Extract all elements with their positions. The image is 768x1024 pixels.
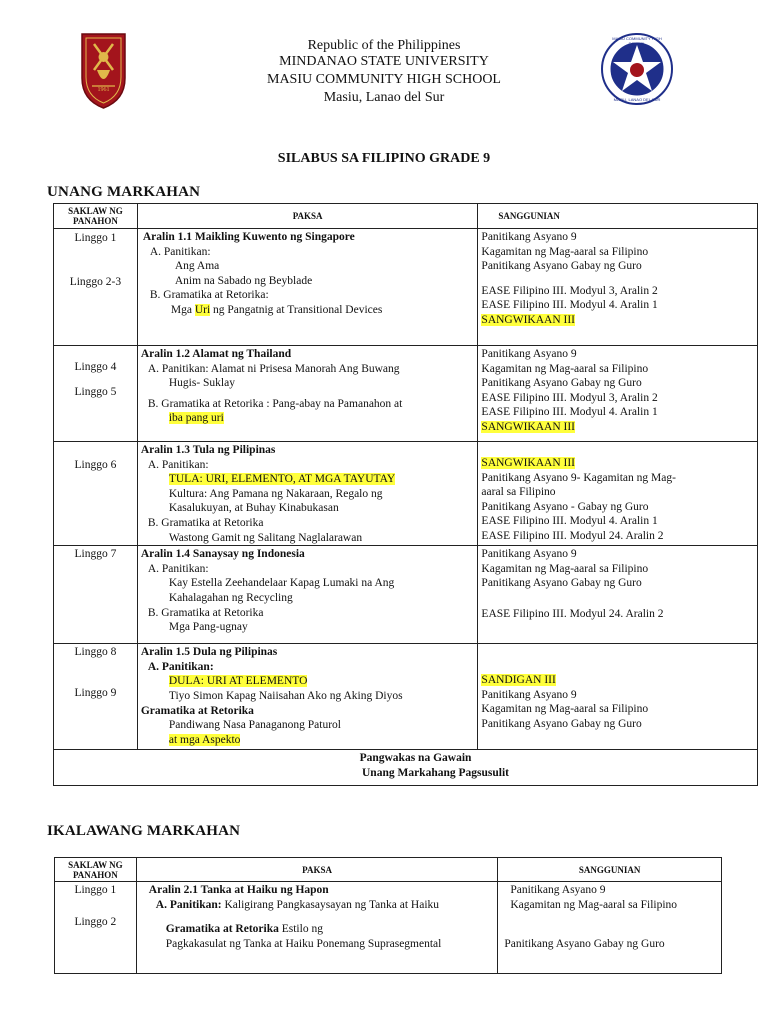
literature-line: A. Panitikan: Kaligirang Pangkasaysayan ng Tanka at Haiku [155, 898, 440, 911]
reference-item: Panitikang Asyano 9 [510, 884, 606, 896]
reference-item: Panitikang Asyano 9 [481, 231, 577, 243]
literature-item: Hugis- Suklay [168, 377, 235, 390]
week-label: Linggo 1 [74, 884, 117, 896]
literature-item: Kultura: Ang Pamana ng Nakaraan, Regalo ng [168, 487, 383, 500]
col-header-period: SAKLAW NG PANAHON [54, 204, 138, 229]
lesson-title: Aralin 1.2 Alamat ng Thailand [140, 348, 292, 360]
grammar-item: iba pang uri [168, 412, 224, 425]
reference-item: EASE Filipino III. Modyul 4. Aralin 1 [481, 299, 658, 312]
reference-item: SANGWIKAAN III [481, 420, 575, 433]
table-header-row [54, 204, 758, 229]
week-label: Linggo 6 [74, 459, 117, 471]
col-header-topic: PAKSA [137, 204, 478, 229]
reference-item: Panitikang Asyano 9 [481, 548, 577, 561]
lesson-title: Aralin 1.4 Sanaysay ng Indonesia [140, 548, 305, 561]
grammar-item: Wastong Gamit ng Salitang Naglalarawan [168, 531, 363, 544]
grammar-line: Gramatika at Retorika Estilo ng [165, 923, 323, 936]
reference-item: Kagamitan ng Mag-aaral sa Filipino [481, 245, 649, 258]
header-university: MINDANAO STATE UNIVERSITY [279, 54, 489, 69]
week-label: Linggo 2-3 [69, 275, 122, 288]
q2-syllabus-table [54, 857, 722, 974]
literature-item: Anim na Sabado ng Beyblade [174, 274, 313, 287]
q2-heading: IKALAWANG MARKAHAN [47, 823, 241, 839]
col-header-period: SAKLAW NG PANAHON [55, 858, 137, 882]
grammar-label: B. Gramatika at Retorika : Pang-abay na Pamanahon at [147, 397, 403, 410]
final-activity: Pangwakas na Gawain [359, 752, 472, 765]
table-row [54, 229, 758, 346]
grammar-label: Gramatika at Retorika [140, 704, 254, 717]
week-label: Linggo 9 [74, 686, 117, 699]
literature-topic: DULA: URI AT ELEMENTO [168, 675, 308, 688]
reference-item: SANGWIKAAN III [481, 457, 575, 469]
lesson-title: Aralin 1.3 Tula ng Pilipinas [140, 444, 276, 456]
reference-item: SANDIGAN III [481, 674, 556, 687]
reference-item: Kagamitan ng Mag-aaral sa Filipino [481, 362, 649, 375]
week-label: Linggo 5 [74, 385, 117, 398]
reference-item: Panitikang Asyano Gabay ng Guro [504, 938, 665, 951]
grammar-item: Mga Pang-ugnay [168, 621, 248, 634]
reference-item: Panitikang Asyano - Gabay ng Guro [481, 500, 649, 513]
reference-item: Kagamitan ng Mag-aaral sa Filipino [481, 562, 649, 575]
literature-item: Kay Estella Zeehandelaar Kapag Lumaki na Ang [168, 577, 395, 590]
document-title: SILABUS SA FILIPINO GRADE 9 [277, 151, 491, 166]
grammar-label: B. Gramatika at Retorika [147, 516, 264, 529]
header-location: Masiu, Lanao del Sur [323, 90, 445, 105]
quarter-exam: Unang Markahang Pagsusulit [362, 766, 509, 779]
literature-item: Kahalagahan ng Recycling [168, 591, 293, 604]
table-row [54, 546, 758, 644]
table-footer-row [54, 750, 758, 786]
week-label: Linggo 7 [74, 548, 117, 561]
week-label: Linggo 4 [74, 361, 117, 373]
reference-item: EASE Filipino III. Modyul 4. Aralin 1 [481, 515, 658, 528]
literature-label: A. Panitikan: [147, 458, 209, 471]
week-label: Linggo 8 [74, 646, 117, 659]
reference-item: Panitikang Asyano 9 [481, 688, 577, 701]
table-row [54, 346, 758, 442]
week-label: Linggo 1 [74, 232, 117, 244]
lesson-title: Aralin 1.1 Maikling Kuwento ng Singapore [142, 231, 355, 243]
week-label: Linggo 2 [74, 915, 117, 928]
literature-item: Kasalukuyan, at Buhay Kinabukasan [168, 502, 339, 515]
reference-item: Kagamitan ng Mag-aaral sa Filipino [481, 703, 649, 716]
header-republic: Republic of the Philippines [307, 38, 461, 53]
reference-item: Kagamitan ng Mag-aaral sa Filipino [510, 898, 678, 911]
table-row [54, 442, 758, 546]
col-header-topic: PAKSA [136, 858, 498, 882]
reference-item: Panitikang Asyano Gabay ng Guro [481, 717, 642, 730]
grammar-item: Mga Uri ng Pangatnig at Transitional Devices [170, 303, 383, 316]
literature-label: A. Panitikan: [147, 562, 209, 575]
lesson-title: Aralin 1.5 Dula ng Pilipinas [140, 646, 278, 659]
literature-label: A. Panitikan: [149, 245, 211, 258]
reference-item: EASE Filipino III. Modyul 24. Aralin 2 [481, 529, 664, 542]
grammar-label: B. Gramatika at Retorika [147, 606, 264, 619]
reference-item: aaral sa Filipino [481, 486, 556, 499]
reference-item: Panitikang Asyano Gabay ng Guro [481, 577, 642, 590]
literature-label: A. Panitikan: [147, 660, 214, 673]
header-school: MASIU COMMUNITY HIGH SCHOOL [267, 72, 501, 87]
table-row [55, 882, 722, 974]
reference-item: Panitikang Asyano 9- Kagamitan ng Mag- [481, 471, 676, 484]
grammar-label: B. Gramatika at Retorika: [149, 289, 269, 302]
literature-item: Ang Ama [174, 260, 220, 273]
reference-item: EASE Filipino III. Modyul 4. Aralin 1 [481, 406, 658, 419]
table-row [54, 644, 758, 750]
seal-ring-text: MASIU COMMUNITY HIGH SCHOOL [612, 36, 662, 46]
grammar-item: at mga Aspekto [168, 733, 241, 746]
col-header-references: SANGGUNIAN [478, 204, 758, 229]
reference-item: Panitikang Asyano Gabay ng Guro [481, 377, 642, 390]
seal-year: 1961 [97, 87, 110, 93]
grammar-item: Pagkakasulat ng Tanka at Haiku Ponemang Suprasegmental [165, 937, 442, 950]
q1-syllabus-table [53, 203, 758, 786]
col-header-references: SANGGUNIAN [498, 858, 722, 882]
reference-item: EASE Filipino III. Modyul 3, Aralin 2 [481, 391, 658, 404]
reference-item: SANGWIKAAN III [481, 313, 575, 326]
reference-item: Panitikang Asyano Gabay ng Guro [481, 260, 642, 273]
literature-item: Tiyo Simon Kapag Naiisahan Ako ng Aking Diyos [168, 689, 403, 702]
reference-item: EASE Filipino III. Modyul 24. Aralin 2 [481, 607, 664, 620]
reference-item: EASE Filipino III. Modyul 3, Aralin 2 [481, 284, 658, 297]
reference-item: Panitikang Asyano 9 [481, 348, 577, 360]
grammar-item: Pandiwang Nasa Panaganong Paturol [168, 719, 341, 732]
seal-bottom-text: MASIU, LANAO DEL SUR [613, 97, 661, 102]
q1-heading: UNANG MARKAHAN [47, 184, 201, 200]
literature-label: A. Panitikan: Alamat ni Prisesa Manorah Ang Buwang [147, 362, 400, 375]
table-header-row [55, 858, 722, 882]
lesson-title: Aralin 2.1 Tanka at Haiku ng Hapon [148, 884, 329, 896]
literature-topic: TULA: URI, ELEMENTO, AT MGA TAYUTAY [168, 473, 396, 486]
